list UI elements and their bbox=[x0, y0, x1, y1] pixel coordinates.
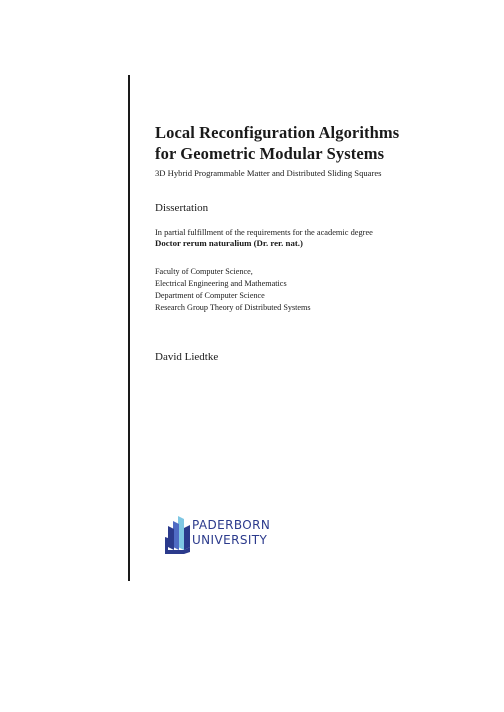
logo-text-line-2: UNIVERSITY bbox=[192, 533, 268, 547]
affiliations bbox=[155, 266, 485, 314]
title-line-2: for Geometric Modular Systems bbox=[155, 144, 385, 163]
title-block bbox=[155, 122, 485, 364]
affiliation-line: Research Group Theory of Distributed Systems bbox=[155, 303, 311, 312]
author-name: David Liedtke bbox=[155, 351, 219, 363]
logo-wordmark bbox=[192, 518, 270, 548]
vertical-rule bbox=[128, 75, 130, 581]
document-type: Dissertation bbox=[155, 202, 209, 214]
paderborn-logo-icon bbox=[164, 516, 192, 554]
thesis-title bbox=[155, 122, 485, 164]
affiliation-line: Department of Computer Science bbox=[155, 291, 265, 300]
title-line-1: Local Reconfiguration Algorithms bbox=[155, 123, 400, 142]
affiliation-line: Electrical Engineering and Mathematics bbox=[155, 279, 287, 288]
degree-name: Doctor rerum naturalium (Dr. rer. nat.) bbox=[155, 238, 303, 248]
logo-text-line-1: PADERBORN bbox=[192, 518, 271, 532]
thesis-subtitle: 3D Hybrid Programmable Matter and Distributed Sliding Squares bbox=[155, 168, 382, 178]
affiliation-line: Faculty of Computer Science, bbox=[155, 267, 253, 276]
university-logo bbox=[164, 516, 284, 554]
requirement-text: In partial fulfillment of the requirements for the academic degree bbox=[155, 228, 373, 237]
